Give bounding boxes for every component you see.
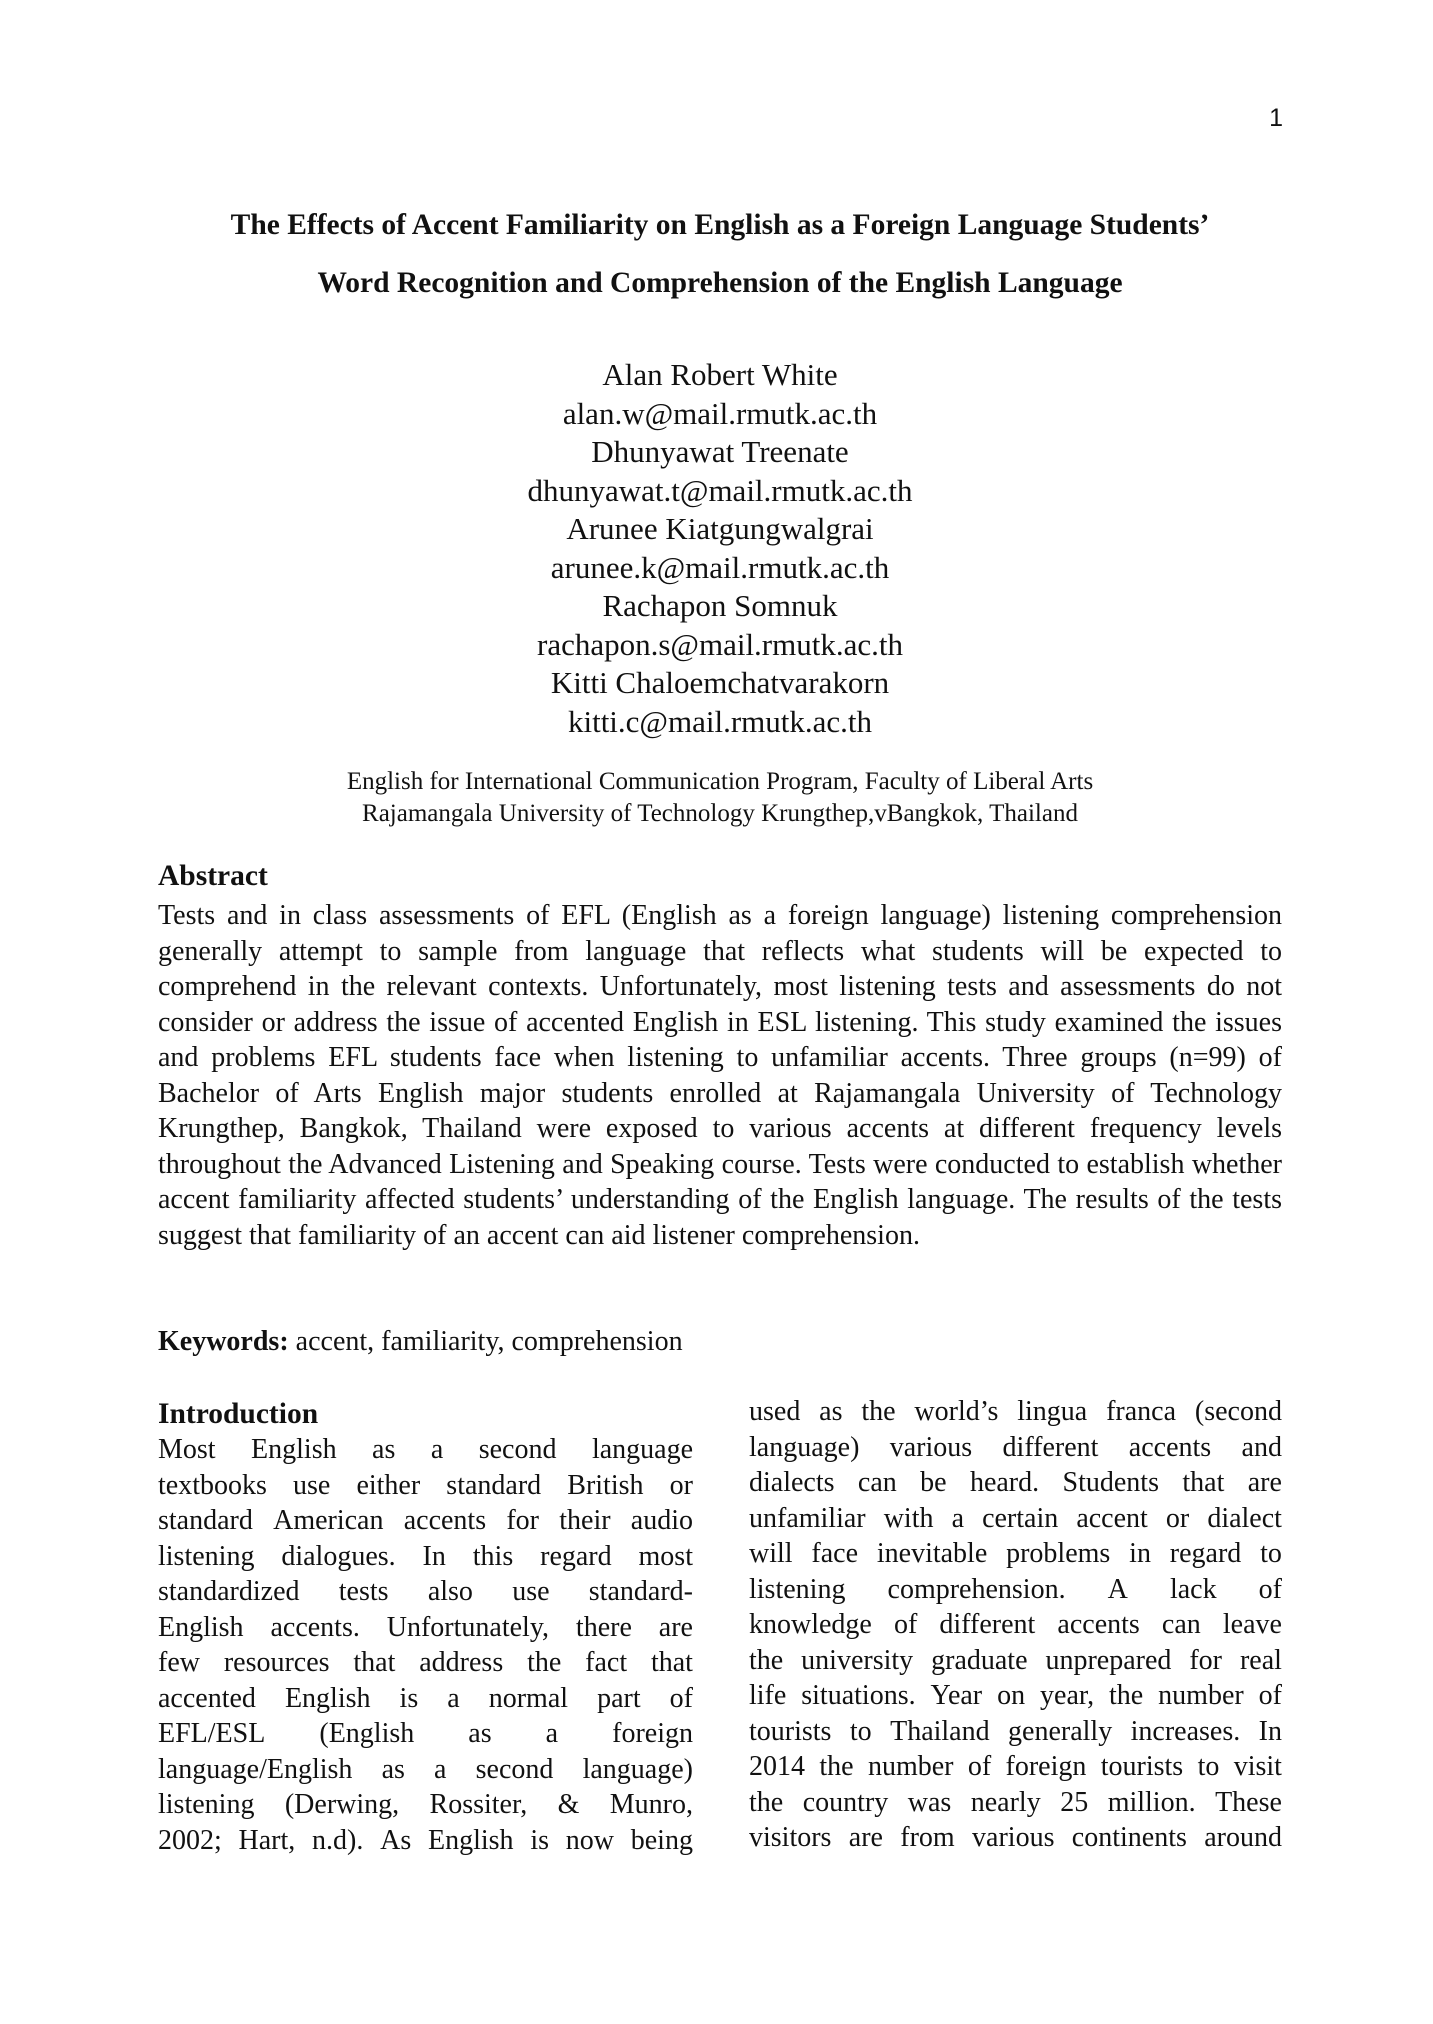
paper-title [158,196,1282,312]
word: Hart, [238,1824,296,1856]
word: that [353,1647,396,1678]
word: various [889,1431,973,1463]
word: being [630,1824,693,1856]
word: graduate [931,1644,1028,1676]
text-line [749,1820,1282,1856]
word: generally [1008,1715,1113,1747]
text-line [158,1752,693,1788]
word: of [1258,1573,1282,1605]
word: English [284,1682,371,1714]
word: American [273,1505,384,1536]
word: accents [1057,1609,1140,1640]
word: a [447,1682,460,1714]
word: English [251,1434,337,1465]
author-name: Kitti Chaloemchatvarakorn [550,665,890,700]
word: English [158,1611,244,1643]
word: the [749,1644,784,1676]
text-line [158,1503,693,1539]
word: 2002; [158,1824,222,1856]
word: tourists [749,1715,832,1747]
word: use [512,1576,550,1607]
word: These [1215,1786,1282,1818]
word: visit [1233,1751,1282,1782]
text-line [749,1501,1282,1537]
word: accents [1128,1431,1212,1463]
introduction-left-column [158,1396,693,1858]
word: unfamiliar [749,1502,866,1534]
word: accents [403,1505,487,1536]
text-line [749,1572,1282,1608]
word: English [428,1824,514,1856]
word: dialect [1207,1502,1282,1534]
word: continents [1071,1822,1187,1853]
text-line [158,1716,693,1752]
word: language/English [158,1753,353,1785]
word: are [658,1611,693,1643]
word: a [951,1502,964,1534]
introduction-heading: Introduction [158,1398,319,1430]
word: nearly [970,1786,1041,1818]
word: certain [982,1502,1059,1534]
word: dialects [749,1467,835,1498]
text-line [749,1607,1282,1643]
word: are [1247,1467,1282,1498]
word: Rossiter, [429,1789,528,1820]
text-line [158,1574,693,1610]
word: regard [1169,1538,1242,1569]
word: to [1260,1538,1282,1569]
word: standard [446,1469,542,1501]
word: the [819,1751,854,1782]
word: is [530,1824,549,1856]
word: unprepared [1045,1644,1172,1676]
word: was [907,1786,952,1818]
word: on [997,1680,1026,1711]
word: language [591,1434,693,1465]
word: either [356,1469,421,1501]
word: accent [1076,1502,1148,1534]
introduction-right-column [749,1394,1282,1856]
word: a [545,1718,559,1749]
word: year, [1040,1680,1095,1711]
word: face [811,1538,859,1569]
word: the [749,1786,784,1818]
text-line [158,1787,693,1823]
word: are [848,1822,883,1853]
word: of [1258,1680,1282,1711]
text-line [749,1643,1282,1679]
word: EFL/ESL [158,1718,266,1749]
text-line [158,1645,693,1681]
word: part [597,1682,641,1714]
text-line [158,1432,693,1468]
abstract-body: Tests and in class assessments of EFL (English as a foreign language) listening comprehension generally attempt to sample from language that reflects what students will be expected to comprehend in the relevant contexts. Unfortunately, most listening tests and assessments do not consider or address the issue of accented English in ESL listening. This study examined the issues and problems EFL students face when listening to unfamiliar accents. Three groups (n=99) of Bachelor of Arts English major students enrolled at Rajamangala University of Technology Krungthep, Bangkok, Thailand were exposed to various accents at different frequency levels throughout the Advanced Listening and Speaking course. Tests were conducted to establish whether accent familiarity affected students’ understanding of the English language. The results of the tests suggest that familiarity of an accent can aid listener comprehension. [158,900,1282,1251]
word: franca [1106,1396,1177,1427]
word: in [1129,1538,1151,1569]
word: used [749,1396,801,1427]
word: In [422,1540,446,1572]
abstract-heading: Abstract [158,860,268,892]
word: accents. [270,1611,360,1643]
word: increases. [1130,1715,1241,1747]
word: as [372,1434,396,1465]
word: from [900,1822,955,1853]
word: second [478,1434,557,1465]
word: the [527,1647,562,1678]
word: Year [930,1680,983,1711]
word: to [849,1715,872,1747]
page-number: 1 [1269,104,1283,132]
word: various [972,1822,1055,1853]
word: address [419,1647,504,1678]
text-line [749,1430,1282,1466]
word: Unfortunately, [386,1611,550,1643]
word: resources [223,1647,330,1678]
text-line [158,1539,693,1575]
affiliation-line: English for International Communication Program, Faculty of Liberal Arts [346,768,1094,795]
word: dialogues. [281,1540,396,1572]
word: As [380,1824,412,1856]
word: few [158,1647,200,1678]
word: can [857,1467,897,1498]
word: of [893,1609,918,1640]
text-line [158,1610,693,1646]
text-line [749,1785,1282,1821]
author-name: Arunee Kiatgungwalgrai [566,511,874,546]
word: or [669,1469,693,1501]
word: number [1158,1680,1244,1711]
word: British [567,1469,644,1501]
word: foreign [1005,1751,1087,1782]
word: 25 [1060,1786,1089,1818]
word: world’s [914,1396,999,1427]
word: will [749,1538,793,1569]
word: Most [158,1434,216,1465]
text-line [749,1394,1282,1430]
word: or [1165,1502,1190,1534]
word: as [381,1753,405,1785]
title-line: The Effects of Accent Familiarity on English as a Foreign Language Students’ [230,209,1210,241]
text-line [749,1536,1282,1572]
word: listening [158,1789,255,1820]
word: inevitable [876,1538,988,1569]
word: n.d). [312,1824,364,1856]
word: number [867,1751,954,1782]
word: be [920,1467,947,1498]
word: also [427,1576,473,1607]
word: & [557,1789,580,1820]
text-line [158,1823,693,1859]
word: leave [1222,1609,1282,1640]
word: textbooks [158,1469,267,1501]
word: standardized [158,1576,300,1607]
author-name: Dhunyawat Treenate [591,434,849,469]
word: this [472,1540,514,1572]
word: real [1239,1644,1282,1676]
word: audio [630,1505,693,1536]
word: listening [158,1540,255,1572]
keywords-value: accent, familiarity, comprehension [288,1326,683,1357]
word: their [559,1505,611,1536]
word: Students [1062,1467,1159,1498]
word: situations. [801,1680,916,1711]
text-line [749,1678,1282,1714]
word: life [749,1680,787,1711]
word: as [819,1396,843,1427]
word: A [1107,1573,1128,1605]
word: second [475,1753,554,1785]
author-name: Alan Robert White [602,357,838,392]
word: different [1002,1431,1099,1463]
word: lack [1169,1573,1217,1605]
text-line [749,1714,1282,1750]
word: university [801,1644,914,1676]
word: million. [1107,1786,1196,1818]
word: lingua [1017,1396,1088,1427]
author-email: arunee.k@mail.rmutk.ac.th [550,549,890,585]
word: fact [585,1647,628,1678]
word: knowledge [749,1609,872,1640]
text-line [749,1749,1282,1785]
word: a [434,1753,447,1785]
word: different [939,1609,1036,1640]
title-line: Word Recognition and Comprehension of the English Language [317,267,1123,299]
word: the [1109,1680,1144,1711]
word: for [1189,1644,1223,1676]
text-line [158,1468,693,1504]
affiliation [260,766,1180,830]
word: In [1258,1715,1282,1747]
word: problems [1006,1538,1111,1569]
author-email: kitti.c@mail.rmutk.ac.th [567,703,873,739]
word: can [1161,1609,1201,1640]
text-line [158,1681,693,1717]
affiliation-line: Rajamangala University of Technology Krungthep,vBangkok, Thailand [362,800,1078,827]
word: normal [488,1682,569,1714]
word: the [861,1396,896,1427]
word: that [1182,1467,1225,1498]
word: and [1241,1431,1282,1463]
introduction-right-text [749,1394,1282,1856]
word: (English [319,1718,415,1749]
word: listening [749,1573,846,1605]
word: that [650,1647,693,1678]
word: visitors [749,1822,832,1853]
word: of [967,1751,992,1782]
word: now [565,1824,614,1856]
word: heard. [969,1467,1040,1498]
word: use [293,1469,331,1501]
keywords [158,1324,683,1359]
word: foreign [612,1718,693,1749]
introduction-left-text [158,1432,693,1858]
word: tourists [1100,1751,1184,1782]
word: language) [749,1431,860,1463]
word: regard [540,1540,612,1572]
word: to [1197,1751,1220,1782]
word: country [802,1786,889,1818]
word: comprehension. [887,1573,1066,1605]
word: standard- [588,1576,693,1607]
word: around [1204,1822,1282,1853]
word: there [575,1611,632,1643]
word: Munro, [609,1789,693,1820]
keywords-label: Keywords: [158,1326,289,1357]
author-email: alan.w@mail.rmutk.ac.th [562,395,878,431]
author-email: rachapon.s@mail.rmutk.ac.th [537,626,903,662]
word: most [638,1540,693,1572]
word: with [883,1502,934,1534]
author-name: Rachapon Somnuk [602,588,838,623]
author-block [360,356,1080,741]
word: of [669,1682,693,1714]
word: language) [582,1753,693,1785]
word: tests [338,1576,389,1607]
word: for [506,1505,539,1536]
word: (Derwing, [284,1789,400,1820]
text-line [749,1465,1282,1501]
word: (second [1194,1396,1282,1427]
author-email: dhunyawat.t@mail.rmutk.ac.th [527,472,913,508]
word: as [468,1718,492,1749]
word: is [399,1682,419,1714]
word: Thailand [890,1715,990,1747]
word: standard [158,1505,253,1536]
word: accented [158,1682,256,1714]
word: a [430,1434,444,1465]
word: 2014 [749,1751,805,1782]
